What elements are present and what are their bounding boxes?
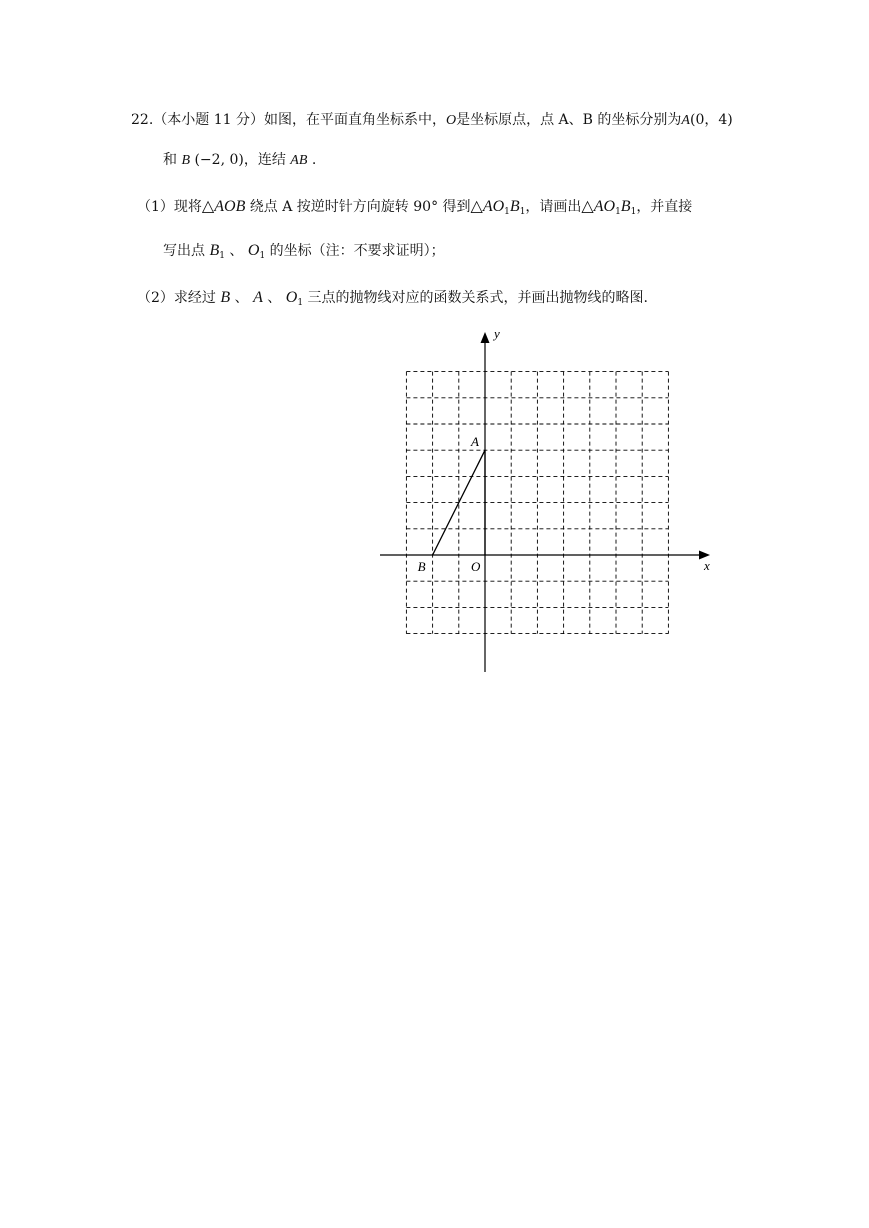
triangle-ao1b1-a: AO: [482, 198, 505, 215]
point-label-O: O: [471, 559, 481, 574]
part1-end-text: ，并直接: [636, 199, 693, 215]
part2-sep-1: 、: [234, 290, 249, 306]
part1-line2-tail: 的坐标（注：不要求证明）；: [269, 243, 445, 259]
problem-number-head: 22.（本小题 11 分）如图，在平面直角坐标系中，: [131, 112, 446, 128]
part2-o1-label: O: [285, 289, 298, 306]
part2-o1-subscript: 1: [297, 298, 304, 308]
o1-label: O: [247, 242, 260, 259]
triangle-symbol-2: △: [470, 196, 483, 215]
rotation-text: 绕点 A 按逆时针方向旋转 90° 得到: [249, 199, 471, 215]
part2-tail: 三点的抛物线对应的函数关系式，并画出抛物线的略图.: [307, 290, 648, 306]
b1-subscript: 1: [219, 251, 225, 261]
line2-head: 和: [163, 152, 177, 168]
y-axis-label: y: [494, 326, 500, 341]
part2-line: [137, 288, 648, 313]
subscript-4: 1: [630, 207, 637, 217]
part1-line-2: [163, 241, 445, 266]
point-label-A: A: [471, 434, 479, 450]
part1-line2-head: 写出点: [163, 243, 205, 259]
origin-variable: O: [445, 113, 457, 128]
point-a-label: A: [681, 113, 690, 128]
point-labels: [418, 434, 481, 574]
part2-a-label: A: [253, 289, 263, 306]
coordinate-grid-svg: [370, 320, 720, 680]
part1-prefix: （1）现将: [137, 199, 202, 215]
intro-tail: 是坐标原点，点 A、B 的坐标分别为: [456, 112, 682, 128]
triangle-ao1b1-a-2: AO: [593, 198, 616, 215]
point-b-label: B: [181, 153, 191, 168]
triangle-symbol: △: [201, 196, 215, 215]
coordinate-figure: [370, 320, 720, 680]
point-b-coords: (−2, 0): [194, 152, 244, 168]
triangle-symbol-3: △: [581, 196, 594, 215]
axes: [380, 332, 710, 672]
triangle-ao1b1-b: B: [509, 198, 520, 215]
part2-b-label: B: [220, 289, 231, 306]
dashed-grid: [406, 372, 668, 634]
part1-separator: 、: [229, 243, 244, 259]
x-axis-label: x: [704, 558, 710, 573]
point-label-B: B: [417, 559, 426, 574]
triangle-aob: AOB: [214, 198, 246, 215]
part2-prefix: （2）求经过: [137, 290, 216, 306]
subscript-2: 1: [519, 207, 526, 217]
line2-end: .: [311, 152, 317, 168]
y-axis-arrow-icon: [481, 332, 490, 343]
problem-line-2: [163, 150, 316, 171]
subscript-3: 1: [615, 207, 621, 217]
part1-line-1: [137, 196, 692, 222]
o1-subscript: 1: [259, 251, 266, 261]
part1-mid-text: ，请画出: [525, 199, 582, 215]
subscript-1: 1: [504, 207, 510, 217]
line2-mid: ，连结: [243, 152, 286, 168]
point-a-coords: (0，4): [689, 112, 733, 128]
problem-intro-line: [131, 110, 733, 131]
b1-label: B: [209, 242, 220, 259]
triangle-ao1b1-b-2: B: [620, 198, 631, 215]
segment-ab-label: AB: [290, 153, 308, 168]
part2-sep-2: 、: [267, 290, 282, 306]
